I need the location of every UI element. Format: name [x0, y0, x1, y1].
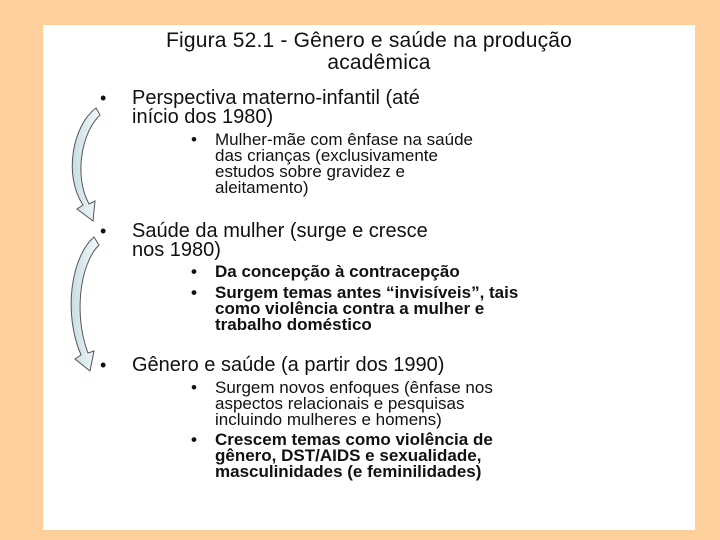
- slide: [43, 25, 695, 530]
- item-line: Mulher-mãe com ênfase na saúde: [215, 130, 473, 149]
- section-1-heading: [100, 87, 420, 128]
- item-line: das crianças (exclusivamente: [215, 146, 438, 165]
- section-2-heading: [100, 220, 428, 261]
- item-line: Surgem novos enfoques (ênfase nos: [215, 378, 493, 397]
- heading-line: Gênero e saúde (a partir dos 1990): [132, 354, 445, 376]
- bullet-icon: •: [191, 262, 197, 281]
- bullet-icon: •: [191, 430, 197, 449]
- item-line: trabalho doméstico: [215, 315, 372, 334]
- curved-arrow-1-icon: [72, 108, 100, 221]
- item-line: gênero, DST/AIDS e sexualidade,: [215, 446, 482, 465]
- item-line: aspectos relacionais e pesquisas: [215, 394, 465, 413]
- title-line-2: acadêmica: [327, 51, 431, 74]
- item-line: estudos sobre gravidez e: [215, 162, 405, 181]
- bullet-icon: •: [100, 221, 107, 241]
- bullet-icon: •: [100, 355, 107, 375]
- section-3-heading: [100, 354, 445, 376]
- bullet-icon: •: [191, 378, 197, 397]
- bullet-icon: •: [191, 283, 197, 302]
- section-2-item-1: [191, 262, 460, 281]
- title-line-1: Figura 52.1 - Gênero e saúde na produção: [165, 29, 573, 52]
- curved-arrow-2-icon: [71, 237, 99, 371]
- bullet-icon: •: [191, 130, 197, 149]
- heading-line: Perspectiva materno-infantil (até: [132, 87, 420, 109]
- item-line: masculinidades (e feminilidades): [215, 462, 482, 481]
- section-3-item-2: [191, 430, 493, 481]
- item-line: Da concepção à contracepção: [215, 262, 460, 281]
- item-line: Surgem temas antes “invisíveis”, tais: [215, 283, 519, 302]
- heading-line: Saúde da mulher (surge e cresce: [132, 220, 428, 242]
- section-2-item-2: [191, 283, 519, 334]
- section-1-item-1: [191, 130, 473, 197]
- bullet-icon: •: [100, 88, 107, 108]
- item-line: Crescem temas como violência de: [215, 430, 493, 449]
- item-line: como violência contra a mulher e: [215, 299, 485, 318]
- heading-line: início dos 1980): [132, 106, 274, 128]
- item-line: incluindo mulheres e homens): [215, 410, 442, 429]
- heading-line: nos 1980): [132, 239, 221, 261]
- section-3-item-1: [191, 378, 493, 429]
- item-line: aleitamento): [215, 178, 309, 197]
